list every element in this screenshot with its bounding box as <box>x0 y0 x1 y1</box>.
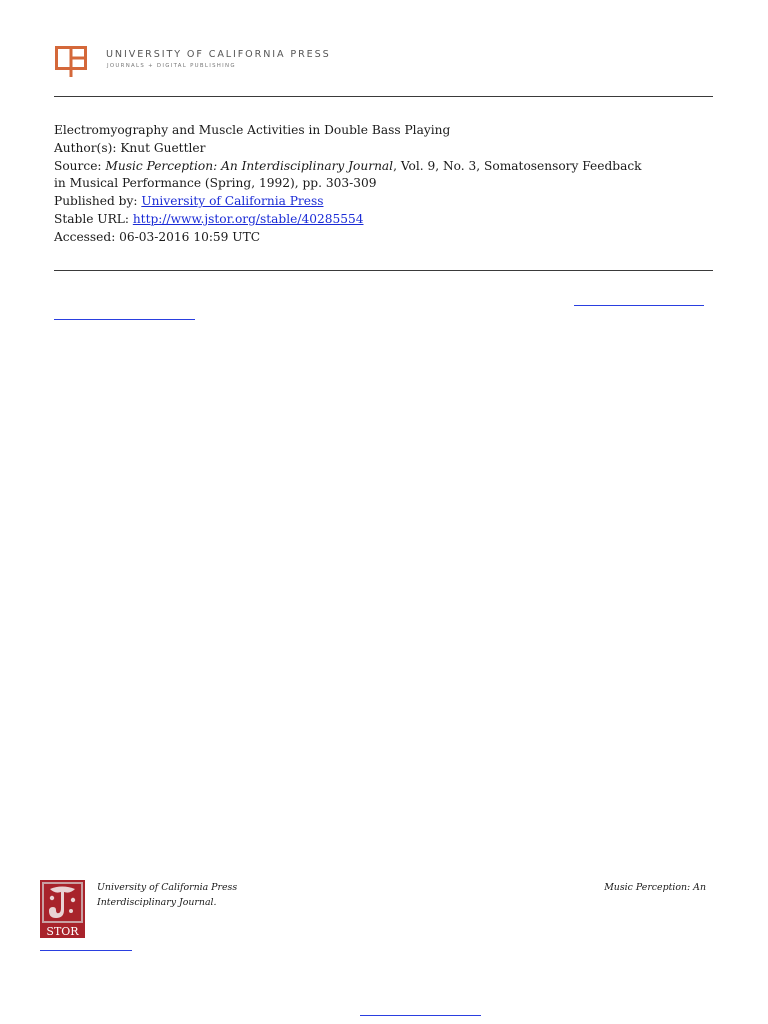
accessed-date: 06-03-2016 10:59 UTC <box>119 229 261 244</box>
article-metadata <box>54 122 714 247</box>
terms-link-underline-continued[interactable] <box>54 319 195 320</box>
author-label: Author(s): <box>54 140 117 155</box>
source-label: Source: <box>54 158 102 173</box>
footer-right-text <box>604 881 706 896</box>
top-divider <box>54 96 713 97</box>
jstor-logo-icon <box>40 880 85 938</box>
jstor-link-underline[interactable] <box>40 950 132 951</box>
footer-journal-continued: Interdisciplinary Journal. <box>97 896 217 908</box>
stable-url-label: Stable URL: <box>54 211 129 226</box>
publisher-line <box>54 193 714 211</box>
publisher-subtitle: JOURNALS + DIGITAL PUBLISHING <box>107 63 236 69</box>
terms-link-underline[interactable] <box>574 305 704 306</box>
publisher-link[interactable]: University of California Press <box>141 194 324 209</box>
footer-left-text <box>97 881 237 910</box>
jstor-info-link-underline[interactable] <box>360 1015 481 1016</box>
accessed-line <box>54 229 714 247</box>
accessed-label: Accessed: <box>54 229 116 244</box>
bottom-divider <box>54 270 713 271</box>
author-name: Knut Guettler <box>120 140 206 155</box>
source-line <box>54 158 714 176</box>
footer-journal: Music Perception: An <box>604 882 706 893</box>
journal-name: Music Perception: An Interdisciplinary Journal <box>105 158 394 173</box>
stable-url-line <box>54 211 714 229</box>
source-details: , Vol. 9, No. 3, Somatosensory Feedback <box>393 158 642 173</box>
stable-url-link[interactable]: http://www.jstor.org/stable/40285554 <box>132 211 364 226</box>
publisher-header <box>55 46 395 80</box>
footer-publisher: University of California Press <box>97 882 238 893</box>
published-label: Published by: <box>54 194 138 209</box>
author-line <box>54 140 714 158</box>
source-line-continued: in Musical Performance (Spring, 1992), pp. 303-309 <box>54 176 377 191</box>
article-title: Electromyography and Muscle Activities in Double Bass Playing <box>54 123 451 137</box>
jstor-logo-text: STOR <box>46 925 79 938</box>
ucp-logo-icon <box>55 46 87 78</box>
publisher-name: UNIVERSITY OF CALIFORNIA PRESS <box>106 49 331 60</box>
